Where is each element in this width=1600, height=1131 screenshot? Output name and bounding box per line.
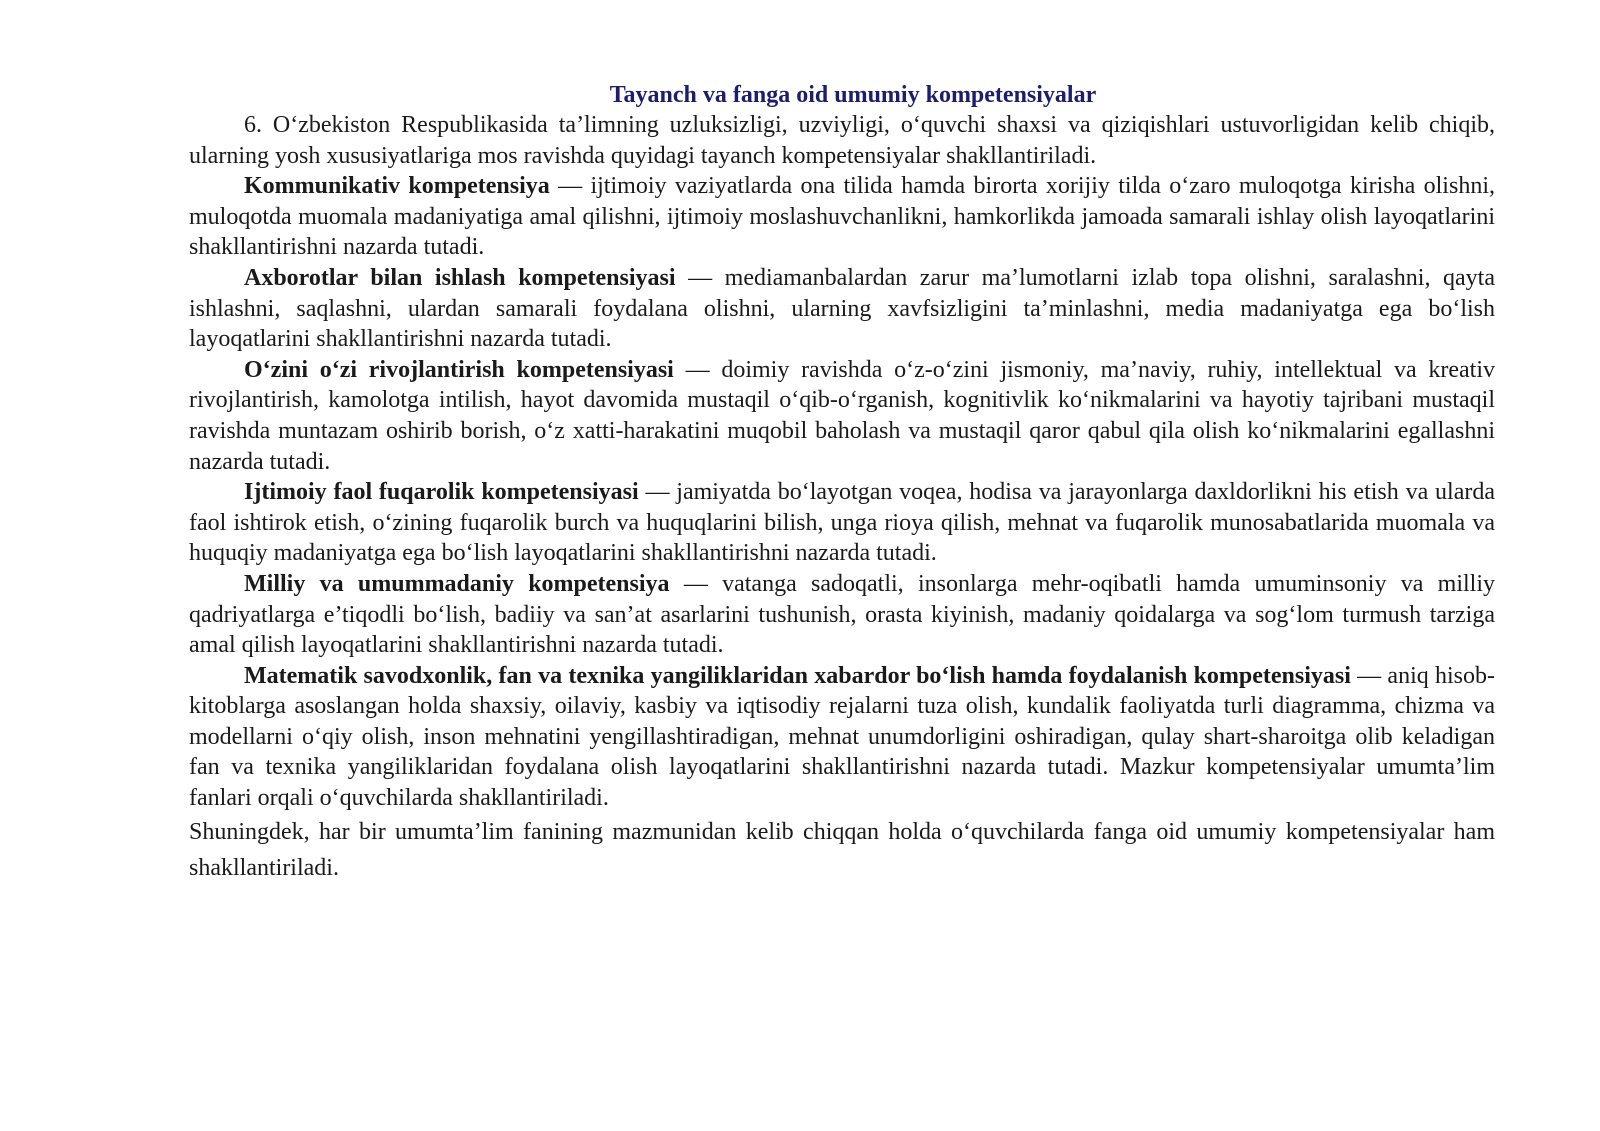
competency-term: Milliy va umummadaniy kompetensiya bbox=[244, 570, 670, 597]
competency-paragraph bbox=[189, 569, 1495, 661]
document-title: Tayanch va fanga oid umumiy kompetensiyalar bbox=[609, 82, 1097, 108]
competency-text: — ijtimoiy vaziyatlarda ona tilida hamda birorta xorijiy tilda o‘zaro muloqotga kirisha olishni, muloqotda muomala madaniyatiga amal qilishni, ijtimoiy moslashuvchanlikni, hamkorlikda jamoada samarali ishlay olish layoqatlarini shakllantirishni nazarda tutadi. bbox=[189, 173, 1495, 261]
competency-text: — vatanga sadoqatli, insonlarga mehr-oqibatli hamda umuminsoniy va milliy qadriyatlarga e’tiqodli bo‘lish, badiiy va san’at asarlarini tushunish, orasta kiyinish, madaniy qoidalarga va sog‘lom turmush tarziga amal qilish layoqatlarini shakllantirishni nazarda tutadi. bbox=[189, 570, 1496, 659]
competency-text: — mediamanbalardan zarur ma’lumotlarni izlab topa olishni, saralashni, qayta ishlashni, saqlashni, ulardan samarali foydalana olishni, ularning xavfsizligini ta’minlashni, media madaniyatga ega bo‘lish layoqatlarini shakllantirishni nazarda tutadi. bbox=[189, 264, 1495, 353]
competency-paragraph bbox=[189, 477, 1495, 569]
competency-paragraph bbox=[189, 171, 1495, 263]
competency-term: Axborotlar bilan ishlash kompetensiyasi bbox=[244, 264, 676, 291]
competency-paragraph bbox=[189, 263, 1495, 355]
competency-paragraph bbox=[189, 355, 1495, 477]
intro-paragraph: 6. O‘zbekiston Respublikasida ta’limning uzluksizligi, uzviyligi, o‘quvchi shaxsi va qiziqishlari ustuvorligidan kelib chiqib, ularning yosh xususiyatlariga mos ravishda quyidagi tayanch kompetensiyalar shakllantiriladi. bbox=[189, 112, 1495, 169]
competency-term: Ijtimoiy faol fuqarolik kompetensiyasi bbox=[244, 479, 639, 506]
competency-term: Matematik savodxonlik, fan va texnika yangiliklaridan xabardor bo‘lish hamda foydalanish kompetensiyasi bbox=[244, 662, 1351, 689]
competency-term: O‘zini o‘zi rivojlantirish kompetensiyasi bbox=[244, 356, 674, 383]
closing-paragraph: Shuningdek, har bir umumta’lim fanining mazmunidan kelib chiqqan holda o‘quvchilarda fanga oid umumiy kompetensiyalar ham shakllantiriladi. bbox=[189, 818, 1495, 881]
competency-text: — jamiyatda bo‘layotgan voqea, hodisa va jarayonlarga daxldorlikni his etish va ularda faol ishtirok etish, o‘zining fuqarolik burch va huquqlarini bilish, unga rioya qilish, mehnat va fuqarolik munosabatlarida muomala va huquqiy madaniyatga ega bo‘lish layoqatlarini shakllantirishni nazarda tutadi. bbox=[189, 479, 1495, 567]
competency-text: — doimiy ravishda o‘z-o‘zini jismoniy, ma’naviy, ruhiy, intellektual va kreativ rivojlantirish, kamolotga intilish, hayot davomida mustaqil o‘qib-o‘rganish, kognitivlik ko‘nikmalarini va hayotiy tajribani mustaqil ravishda muntazam oshirib borish, o‘z xatti-harakatini muqobil baholash va mustaqil qaror qabul qila olish ko‘nikmalarini egallashni nazarda tutadi. bbox=[189, 356, 1495, 475]
document-page bbox=[189, 80, 1495, 886]
competency-text: — aniq hisob-kitoblarga asoslangan holda shaxsiy, oilaviy, kasbiy va iqtisodiy rejalarni tuza olish, kundalik faoliyatda turli diagramma, chizma va modellarni o‘qiy olish, inson mehnatini yengillashtiradigan, mehnat unumdorligini oshiradigan, qulay shart-sharoitga olib keladigan fan va texnika yangiliklaridan foydalana olish layoqatlarini shakllantirishni nazarda tutadi. Mazkur kompetensiyalar umumta’lim fanlari orqali o‘quvchilarda shakllantiriladi. bbox=[189, 662, 1495, 812]
competency-term: Kommunikativ kompetensiya bbox=[244, 173, 550, 200]
competency-paragraph bbox=[189, 661, 1495, 814]
